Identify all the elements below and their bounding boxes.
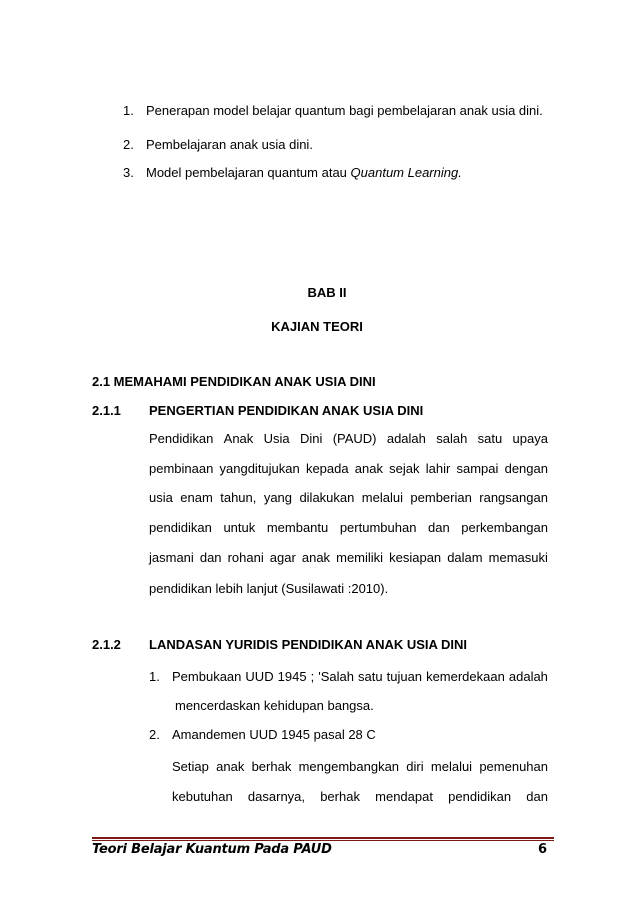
paragraph-line: [149, 490, 548, 505]
word: lahir: [425, 461, 451, 476]
footer-rule: [92, 837, 554, 839]
footer-rule: [92, 840, 554, 841]
word: yang: [263, 490, 293, 505]
word: pembinaan: [149, 461, 214, 476]
word: untuk: [223, 520, 256, 535]
list-number: 1.: [123, 103, 134, 118]
word: anak: [354, 461, 383, 476]
paragraph-line: [149, 461, 548, 476]
paragraph-line: [149, 550, 548, 565]
word: kesiapan: [389, 550, 442, 565]
word: sampai: [456, 461, 499, 476]
word: satu: [358, 669, 383, 684]
word: 1945: [277, 669, 307, 684]
word: diri: [406, 759, 424, 774]
list-item-text: Penerapan model belajar quantum bagi pembelajaran anak usia dini.: [146, 103, 543, 118]
subsection-heading: PENGERTIAN PENDIDIKAN ANAK USIA DINI: [149, 403, 424, 418]
word: perkembangan: [461, 520, 548, 535]
word: membantu: [266, 520, 329, 535]
word: Setiap: [172, 759, 209, 774]
word: rangsangan: [479, 490, 548, 505]
word: dasarnya,: [247, 789, 306, 804]
subsection-number: 2.1.2: [92, 637, 121, 652]
chapter-number: BAB II: [307, 285, 347, 300]
word: memiliki: [336, 550, 384, 565]
word: dalam: [447, 550, 483, 565]
word: tujuan: [386, 669, 423, 684]
word: pendidikan: [448, 789, 512, 804]
word: enam: [180, 490, 213, 505]
footer-title: Teori Belajar Kuantum Pada PAUD: [92, 842, 332, 857]
word: anak: [301, 550, 331, 565]
chapter-title: KAJIAN TEORI: [271, 319, 363, 334]
word: salah: [436, 431, 468, 446]
list-item-line: mencerdaskan kehidupan bangsa.: [175, 698, 374, 713]
word: (PAUD): [332, 431, 377, 446]
word: dan: [199, 550, 222, 565]
word: kemerdekaan: [426, 669, 505, 684]
word: memasuki: [488, 550, 548, 565]
list-item-line: [172, 669, 548, 684]
word: Usia: [263, 431, 290, 446]
list-number: 2.: [123, 137, 134, 152]
word: pertumbuhan: [339, 520, 417, 535]
word: Dini: [299, 431, 323, 446]
word: melalui: [361, 490, 403, 505]
word: dilakukan: [299, 490, 355, 505]
paragraph-line: [172, 759, 548, 774]
subsection-heading: LANDASAN YURIDIS PENDIDIKAN ANAK USIA DINI: [149, 637, 468, 652]
list-number: 1.: [149, 669, 160, 684]
word: tahun,: [220, 490, 257, 505]
word: kebutuhan: [172, 789, 233, 804]
list-item-text: Pembelajaran anak usia dini.: [146, 137, 313, 152]
word: yangditujukan: [219, 461, 300, 476]
word: adalah: [508, 669, 548, 684]
word: upaya: [512, 431, 548, 446]
word: satu: [477, 431, 503, 446]
word: kepada: [305, 461, 349, 476]
word: agar: [269, 550, 296, 565]
word: Pendidikan: [149, 431, 214, 446]
word: Pembukaan: [172, 669, 242, 684]
paragraph-line: pendidikan lebih lanjut (Susilawati :2010).: [149, 581, 389, 596]
word: 'Salah: [318, 669, 354, 684]
word: mendapat: [375, 789, 433, 804]
subsection-number: 2.1.1: [92, 403, 121, 418]
word: berhak: [251, 759, 292, 774]
list-item-text-italic: Quantum Learning.: [350, 165, 462, 180]
word: pendidikan: [149, 520, 212, 535]
list-item-title: Amandemen UUD 1945 pasal 28 C: [172, 727, 376, 742]
section-heading: 2.1 MEMAHAMI PENDIDIKAN ANAK USIA DINI: [92, 374, 376, 389]
list-number: 2.: [149, 727, 160, 742]
paragraph-line: [172, 789, 548, 804]
word: pemberian: [410, 490, 472, 505]
word: dengan: [504, 461, 548, 476]
word: dan: [526, 789, 548, 804]
word: Anak: [223, 431, 254, 446]
paragraph-line: [149, 431, 548, 446]
word: UUD: [245, 669, 274, 684]
word: melalui: [430, 759, 473, 774]
word: adalah: [386, 431, 426, 446]
word: mengembangkan: [298, 759, 400, 774]
word: usia: [149, 490, 173, 505]
word: anak: [216, 759, 245, 774]
list-item-text: [146, 165, 462, 180]
list-number: 3.: [123, 165, 134, 180]
paragraph-line: [149, 520, 548, 535]
word: pemenuhan: [479, 759, 548, 774]
list-item-text-plain: Model pembelajaran quantum atau: [146, 165, 351, 180]
word: berhak: [320, 789, 360, 804]
word: dan: [428, 520, 450, 535]
word: rohani: [227, 550, 264, 565]
page-number: 6: [538, 842, 548, 857]
word: sejak: [389, 461, 420, 476]
word: ;: [310, 669, 315, 684]
word: jasmani: [149, 550, 194, 565]
